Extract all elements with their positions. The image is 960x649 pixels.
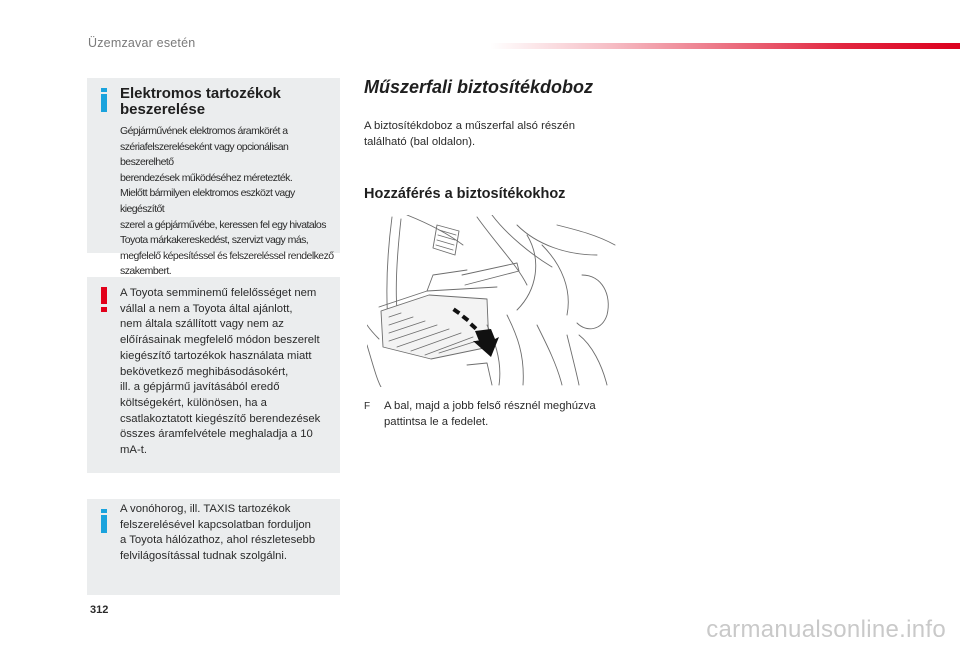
box-title: Elektromos tartozékok beszerelése (120, 85, 281, 118)
section-intro: A biztosítékdoboz a műszerfal alsó részén található (bal oldalon). (364, 120, 575, 148)
step-bullet-icon: F (364, 401, 371, 412)
section-title: Műszerfali biztosítékdoboz (364, 77, 594, 97)
step-text: A bal, majd a jobb felső résznél meghúzva pattintsa le a fedelet. (384, 400, 596, 428)
box-text: A Toyota semminemű felelősséget nem vállal a nem a Toyota által ajánlott, nem általa szállított vagy nem az előírásainak megfelelő módon beszerelt kiegészítő tartozékok használata miatt bekövetkező meghibásodásokért, ill. a gépjármű javításából eredő költségekért, különösen, ha a csatlakoztatott kiegészítő berendezések összes áramfelvétele meghaladja a 10 mA-t. (120, 287, 321, 457)
info-box-electrical-accessories (87, 78, 340, 278)
warning-box-liability (87, 277, 340, 473)
info-icon (100, 509, 108, 533)
subsection-title: Hozzáférés a biztosítékokhoz (364, 186, 566, 202)
box-text: A vonóhorog, ill. TAXIS tartozékok felszerelésével kapcsolatban forduljon a Toyota hálózathoz, ahol részletesebb felvilágosítással tudnak szolgálni. (120, 503, 316, 563)
warning-icon (100, 287, 108, 311)
watermark: carmanualsonline.info (706, 616, 946, 643)
info-icon (100, 88, 108, 112)
dashboard-fuse-cover-illustration (367, 215, 616, 387)
header-accent-bar (490, 43, 960, 49)
box-text: Gépjárművének elektromos áramkörét a szériafelszereléseként vagy opcionálisan beszerelhető berendezések működéséhez méretezték. Mielőtt bármilyen elektromos eszközt vagy kiegészítőt szerel a gépjárművébe, keressen fel egy hivatalos Toyota márkakereskedést, szervizt vagy más, megfelelő képesítéssel és felszereléssel rendelkező szakembert. (120, 125, 334, 278)
info-box-towbar (87, 499, 340, 595)
page-number: 312 (90, 604, 109, 616)
chapter-title: Üzemzavar esetén (88, 36, 196, 50)
